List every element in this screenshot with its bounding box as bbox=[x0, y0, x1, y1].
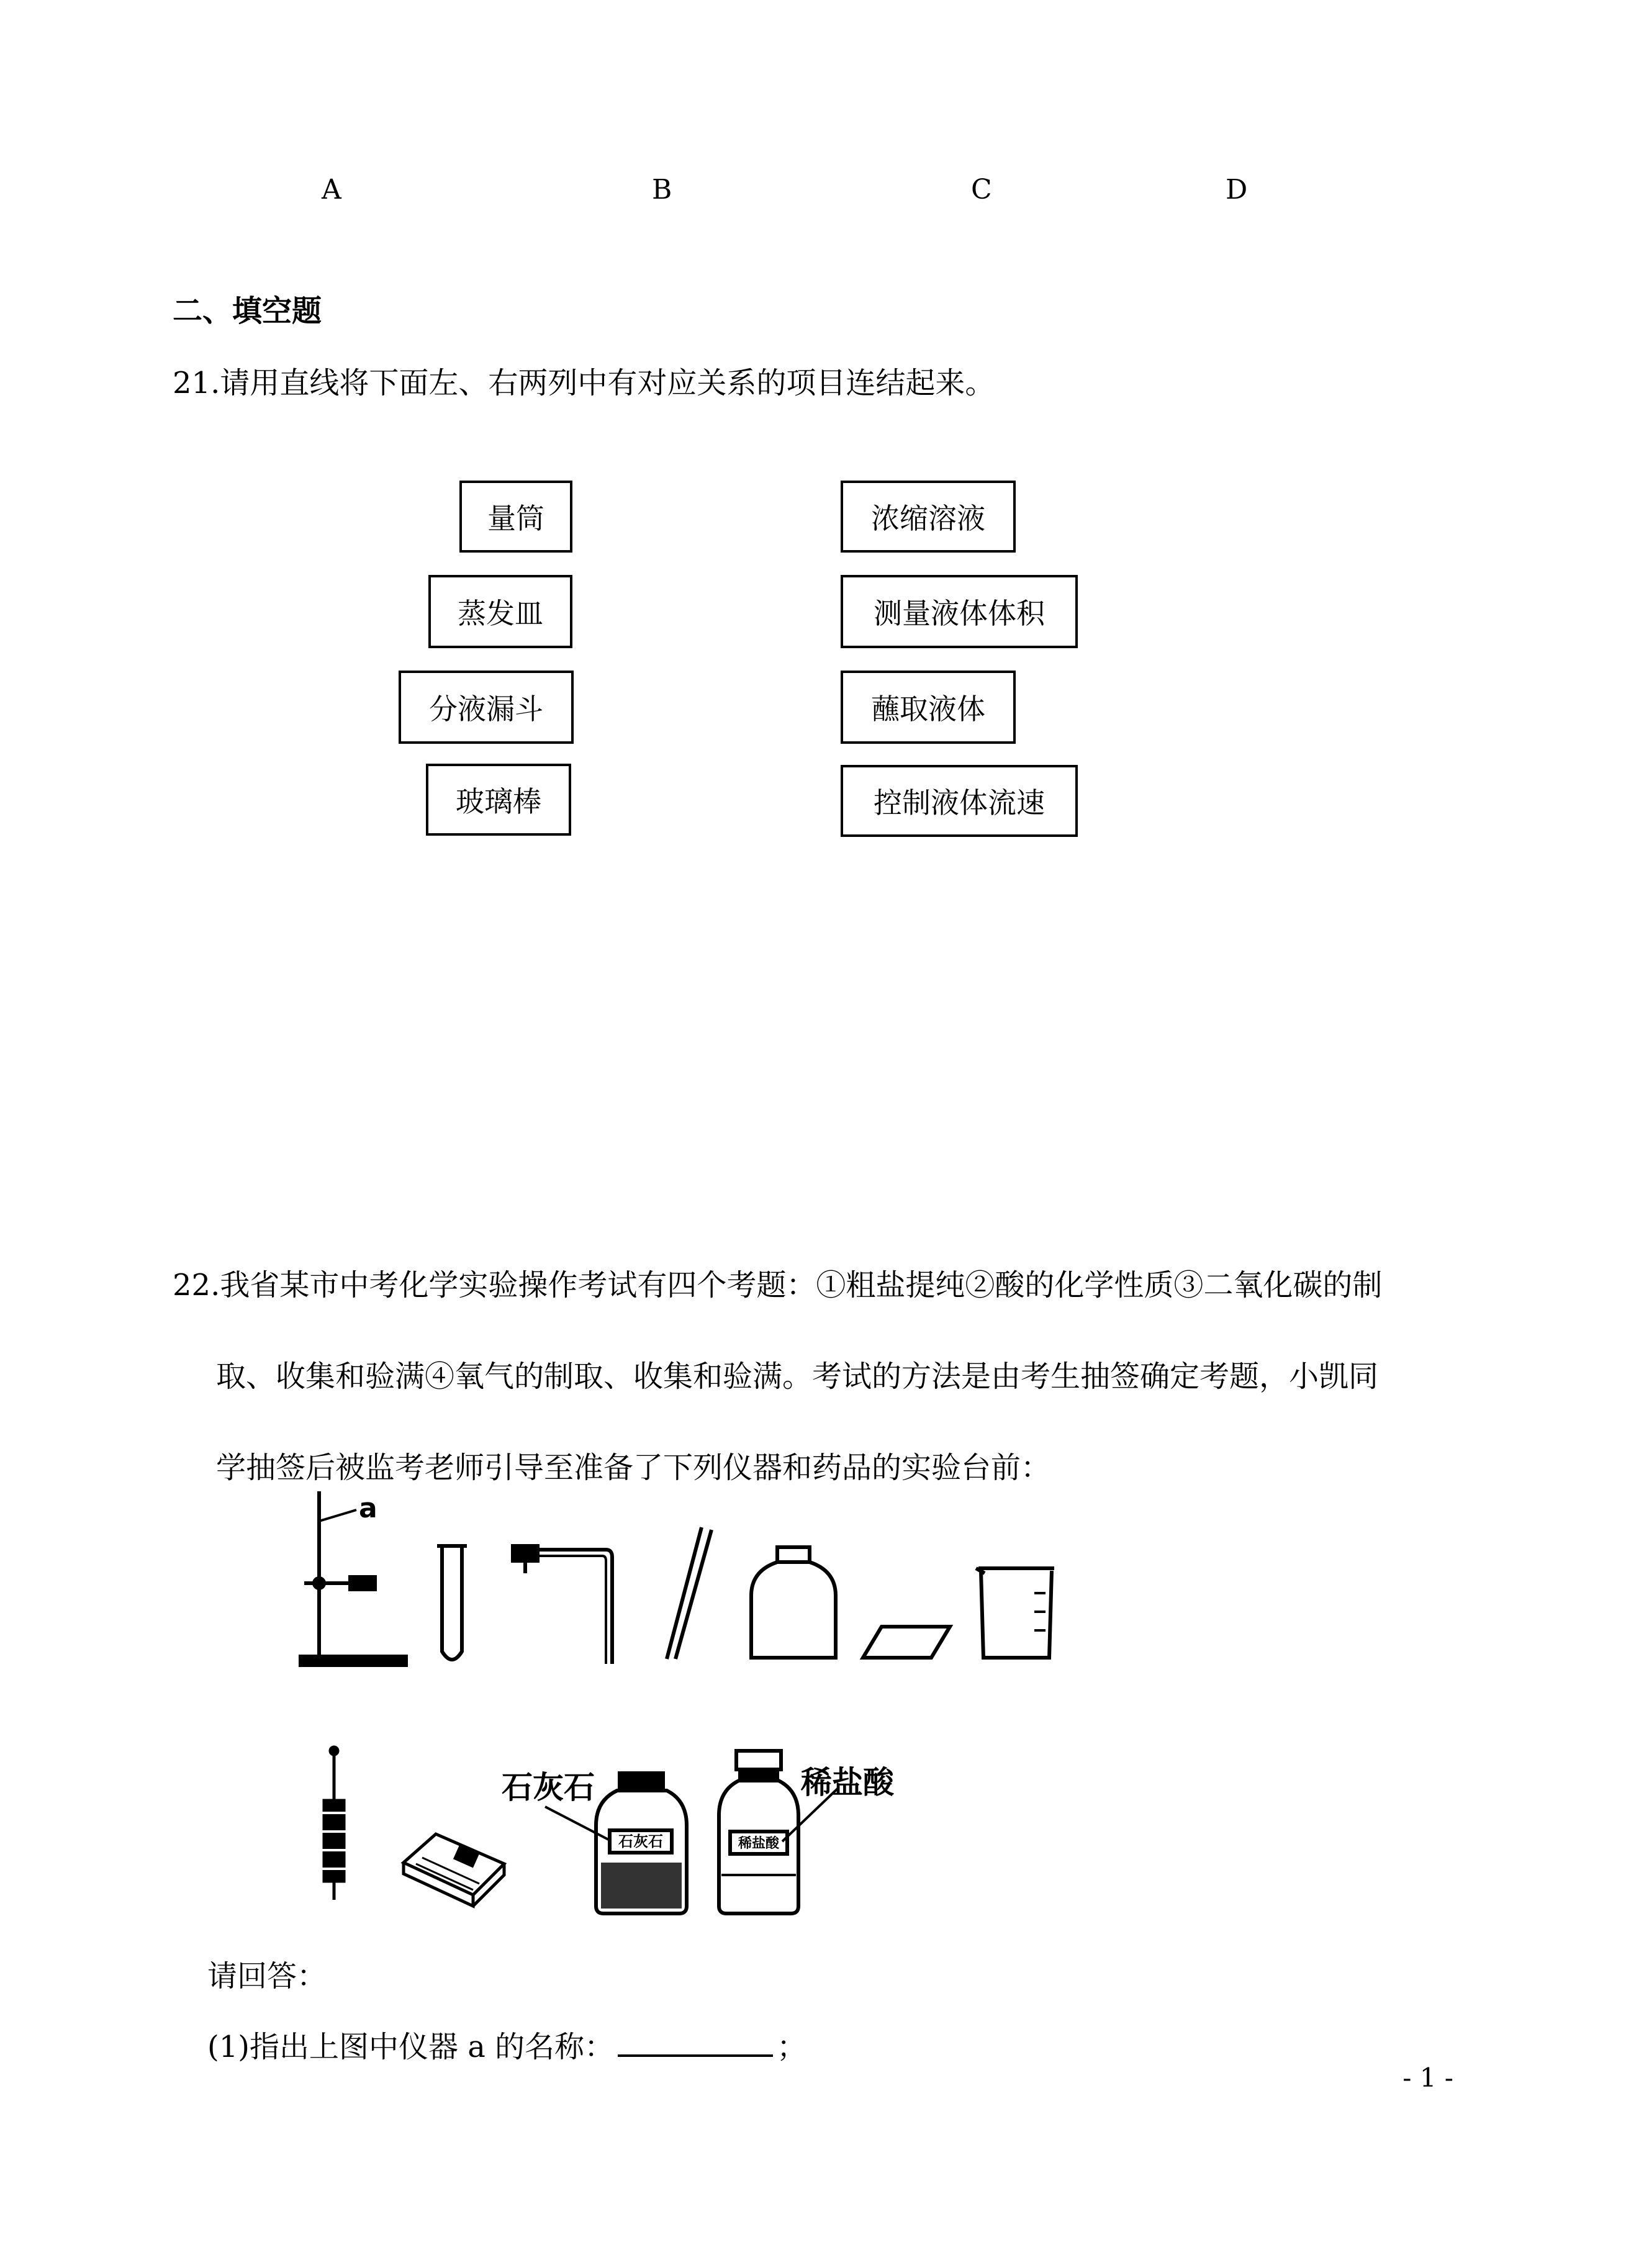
section-title: 二、填空题 bbox=[173, 294, 322, 328]
delivery-tube-icon bbox=[513, 1546, 612, 1664]
right-item-measure-volume[interactable] bbox=[841, 575, 1078, 648]
left-item-separatory-funnel[interactable] bbox=[399, 671, 574, 744]
right-item-label: 蘸取液体 bbox=[871, 692, 985, 726]
label-a: a bbox=[359, 1493, 377, 1524]
answer-blank[interactable] bbox=[618, 2027, 773, 2057]
option-label-d: D bbox=[1226, 174, 1248, 206]
label-hcl: 稀盐酸 bbox=[801, 1764, 894, 1800]
left-item-measuring-cylinder[interactable] bbox=[459, 481, 572, 553]
right-item-label: 控制液体流速 bbox=[874, 786, 1045, 820]
question-22-line-1: 22.我省某市中考化学实验操作考试有四个考题：①粗盐提纯②酸的化学性质③二氧化碳的制 bbox=[173, 1268, 1383, 1303]
right-item-dip-liquid[interactable] bbox=[841, 671, 1016, 744]
right-item-label: 测量液体体积 bbox=[874, 597, 1045, 630]
left-item-label: 分液漏斗 bbox=[429, 692, 543, 726]
beaker-icon bbox=[976, 1568, 1054, 1658]
sub-question-1-text: (1)指出上图中仪器 a 的名称： bbox=[207, 2030, 615, 2064]
question-22-text bbox=[173, 1240, 1464, 1514]
limestone-bottle-label: 石灰石 bbox=[618, 1833, 663, 1850]
gas-jar-icon bbox=[751, 1547, 836, 1658]
right-item-label: 浓缩溶液 bbox=[871, 502, 985, 535]
left-item-label: 量筒 bbox=[487, 502, 544, 535]
test-tube-icon bbox=[437, 1546, 467, 1660]
question-21-text: 21.请用直线将下面左、右两列中有对应关系的项目连结起来。 bbox=[173, 366, 995, 400]
glass-tube-icon bbox=[667, 1527, 711, 1659]
left-item-evaporating-dish[interactable] bbox=[428, 575, 572, 648]
page-number: - 1 - bbox=[1402, 2062, 1453, 2093]
label-limestone: 石灰石 bbox=[502, 1769, 595, 1805]
iron-stand-icon bbox=[300, 1491, 406, 1665]
right-item-control-flow[interactable] bbox=[841, 765, 1078, 837]
glass-plate-icon bbox=[863, 1627, 950, 1658]
question-22-line-3: 学抽签后被监考老师引导至准备了下列仪器和药品的实验台前： bbox=[216, 1450, 1051, 1485]
sub-question-1-end: ； bbox=[777, 2030, 807, 2064]
left-item-label: 蒸发皿 bbox=[458, 597, 543, 630]
left-item-glass-rod[interactable] bbox=[426, 764, 571, 836]
option-label-c: C bbox=[971, 174, 992, 206]
matchbox-icon bbox=[404, 1834, 504, 1906]
test-tube-brush-icon bbox=[319, 1747, 349, 1900]
sub-question-1 bbox=[207, 2023, 806, 2066]
hydrochloric-acid-bottle-icon bbox=[719, 1751, 798, 1913]
right-item-concentrate-solution[interactable] bbox=[841, 481, 1016, 553]
left-item-label: 玻璃棒 bbox=[456, 785, 541, 818]
question-22-line-2: 取、收集和验满④氧气的制取、收集和验满。考试的方法是由考生抽签确定考题，小凯同 bbox=[216, 1359, 1379, 1394]
answer-prompt: 请回答： bbox=[207, 1959, 327, 1994]
hcl-bottle-label: 稀盐酸 bbox=[738, 1836, 780, 1851]
apparatus-figure bbox=[292, 1478, 1099, 1925]
option-label-a: A bbox=[322, 174, 341, 206]
option-label-b: B bbox=[652, 174, 672, 206]
